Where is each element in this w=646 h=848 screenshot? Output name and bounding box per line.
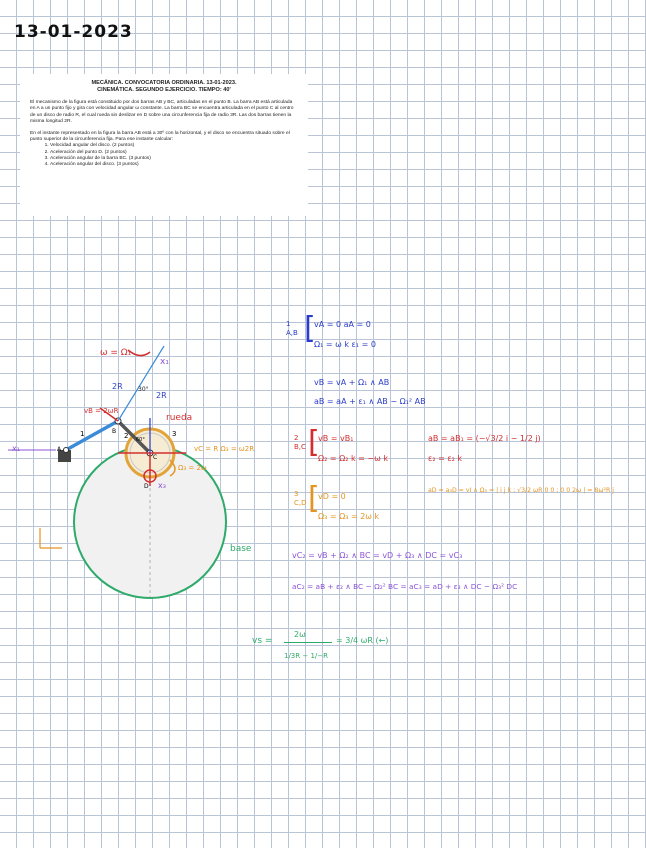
question-4: 4. Aceleración angular del disco. (3 puntos) xyxy=(50,162,298,168)
bar-AB xyxy=(66,421,118,450)
date-heading: 13-01-2023 xyxy=(14,22,133,42)
statement-questions xyxy=(30,143,298,168)
question-1: 1. Velocidad angular del disco. (2 puntos) xyxy=(50,143,298,149)
vs-numerator: 2ω xyxy=(294,630,306,639)
aC-equation: aC₂ = aB + ε₂ ∧ BC − Ω₂² BC = aC₃ = aD + ε₃ ∧ DC − Ω₃² DC xyxy=(292,582,518,591)
block3-line2: Ω₃ = Ω₃ = 2ω k xyxy=(318,512,380,521)
block2-brace: [ xyxy=(308,425,320,460)
statement-paragraph2: En el instante representado en la figura la barra AB está a 30º con la horizontal, y el disco se encuentra situado sobre el punto superior de la circunferencia fija. Para ese instante calcular: xyxy=(30,130,290,143)
block2-aB: aB = aB₁ = (−√3/2 i − 1/2 j) xyxy=(428,434,541,443)
vs-denominator: 1/3R − 1/−R xyxy=(284,652,328,660)
block1-brace: [ xyxy=(304,311,316,346)
body-2-label: 2 xyxy=(124,432,129,440)
vs-fraction-bar xyxy=(284,642,332,643)
2R-label-a: 2R xyxy=(112,382,123,391)
base-label: base xyxy=(230,544,252,554)
problem-statement xyxy=(20,74,308,216)
joint-A xyxy=(64,448,69,453)
point-B-label: B xyxy=(112,428,117,435)
block1-line1: vA = 0 aA = 0 xyxy=(314,320,371,329)
vC-equation: vC₂ = vB + Ω₂ ∧ BC = vD + Ω₃ ∧ DC = vC₃ xyxy=(292,551,463,560)
block2-line2: Ω₂ = Ω₂ k = −ω k xyxy=(318,454,388,463)
statement-title-line2: CINEMÁTICA. SEGUNDO EJERCICIO. TIEMPO: 40' xyxy=(97,87,231,93)
question-2: 2. Aceleración del punto D. (2 puntos) xyxy=(50,150,298,156)
block2-epsilon: ε₂ = ε₂ k xyxy=(428,454,463,463)
point-D-label: D xyxy=(144,483,149,490)
block3-aD: aD = a₃D = vI ∧ Ω₃ = | i j k ; √3/2 ωR 0 0 ; 0 0 2ω | = 8ω²R j xyxy=(428,487,614,494)
angle-30-label: 30° xyxy=(138,386,149,393)
omega-label: ω = Ω₁ xyxy=(100,348,132,358)
block1-label: 1 A,B xyxy=(286,320,298,337)
block3-brace: [ xyxy=(308,481,320,516)
vs-rhs: = 3/4 ωR (←) xyxy=(336,636,389,645)
omega3-label: Ω₃ = 2ω xyxy=(178,464,207,472)
rueda-label: rueda xyxy=(166,413,193,423)
point-C-label: C xyxy=(153,454,158,461)
vC-label: vC = R Ω₃ = ω2R xyxy=(194,445,255,453)
vB-label: vB = 2ωR xyxy=(84,407,119,415)
2R-label-b: 2R xyxy=(156,391,167,400)
block3-line1: vD = 0 xyxy=(318,492,346,501)
omega-arc xyxy=(128,350,150,356)
block2-label: 2 B,C xyxy=(294,434,306,451)
aB-equation: aB = aA + ε₁ ∧ AB − Ω₁² AB xyxy=(314,397,426,406)
block2-line1: vB = vB₁ xyxy=(318,434,354,443)
point-A-label: A xyxy=(57,446,62,453)
block3-label: 3 C,D xyxy=(294,490,307,507)
statement-title-line1: MECÁNICA. CONVOCATORIA ORDINARIA. 13-01-2023. xyxy=(91,80,237,86)
angle-60-label: 60° xyxy=(136,437,145,443)
body-1-label: 1 xyxy=(80,430,85,438)
vs-lhs: vs = xyxy=(252,636,273,646)
body-3-label: 3 xyxy=(172,430,177,438)
block1-line2: Ω₁ = ω k ε₁ = 0 xyxy=(314,340,376,349)
mechanism-diagram xyxy=(0,300,300,640)
statement-paragraph1: El mecanismo de la figura está constituido por dos barras AB y BC, articuladas en el punto B. La barra AB está articulada en A a un punto fijo y gira con velocidad angular ω constante. La barra BC se encuentra articulada en el punto C al centro de un disco de radio R, el cual rueda sin deslizar en D sobre una circunferencia fija de radio 3R. Las dos barras tienen la misma longitud 2R. xyxy=(30,100,294,125)
question-3: 3. Aceleración angular de la barra BC. (3 puntos) xyxy=(50,156,298,162)
x3-label: x₃ xyxy=(158,481,166,490)
vB-equation: vB = vA + Ω₁ ∧ AB xyxy=(314,378,390,387)
x1-top-label: x₁ xyxy=(160,357,169,367)
x1-left-label: x₁ xyxy=(12,444,20,453)
